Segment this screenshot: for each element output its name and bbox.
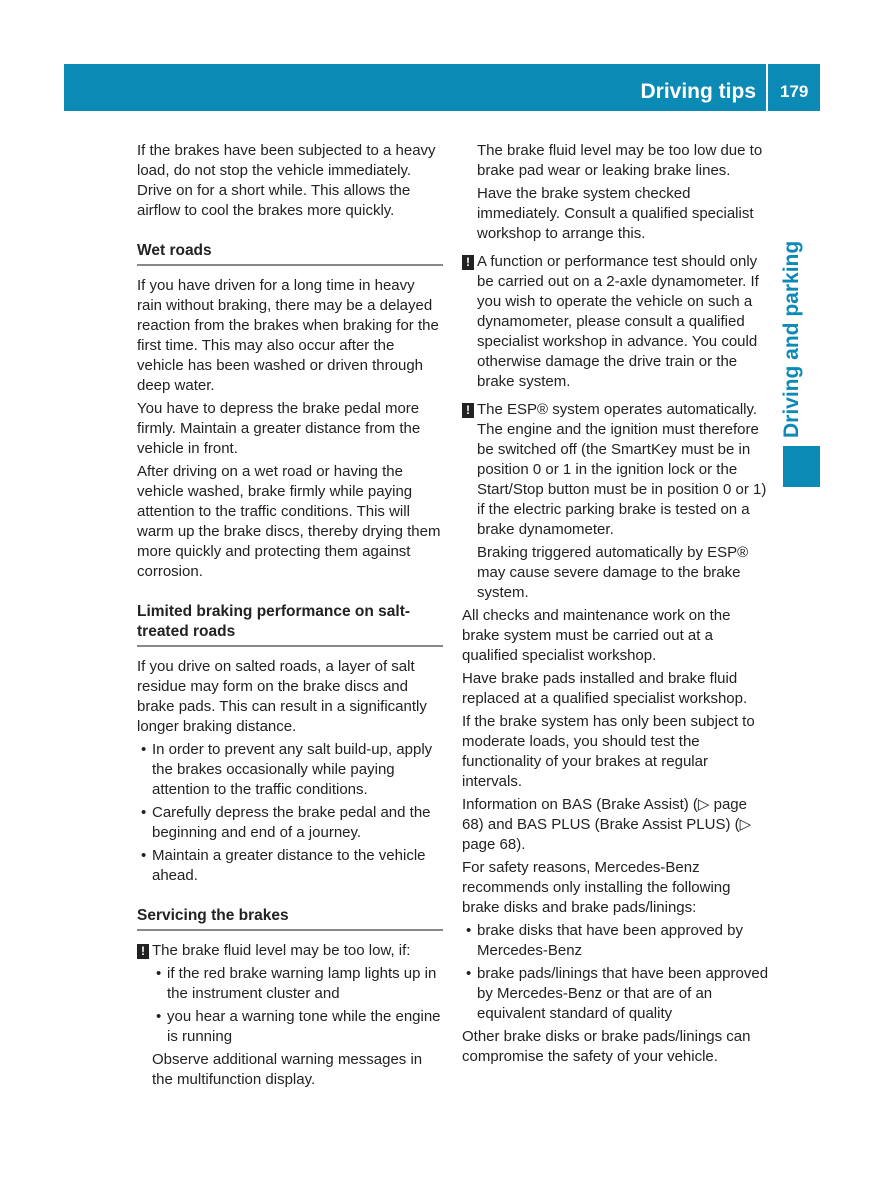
paragraph: The brake fluid level may be too low due to brake pad wear or leaking brake lines. bbox=[477, 142, 763, 179]
paragraph: Braking triggered automatically by ESP® may cause severe damage to the brake system. bbox=[477, 544, 749, 601]
page-number: 179 bbox=[780, 82, 809, 101]
heading-salt-roads: Limited braking performance on salt-treated roads bbox=[137, 602, 443, 647]
warning-icon: ! bbox=[137, 944, 149, 959]
left-column bbox=[137, 141, 443, 1093]
list-item: • you hear a warning tone while the engine is running bbox=[152, 1007, 443, 1047]
paragraph: If you drive on salted roads, a layer of salt residue may form on the brake discs and brake pads. This can result in a significantly longer braking distance. bbox=[137, 658, 427, 735]
list-item: • In order to prevent any salt build-up, apply the brakes occasionally while paying attention to the traffic conditions. bbox=[137, 740, 443, 800]
heading-servicing: Servicing the brakes bbox=[137, 906, 443, 931]
paragraph: You have to depress the brake pedal more firmly. Maintain a greater distance from the vehicle in front. bbox=[137, 400, 421, 457]
paragraph: Other brake disks or brake pads/linings can compromise the safety of your vehicle. bbox=[462, 1028, 751, 1065]
list-item: • brake disks that have been approved by Mercedes-Benz bbox=[462, 921, 770, 961]
list-item: • Carefully depress the brake pedal and the beginning and end of a journey. bbox=[137, 803, 443, 843]
warning-text: A function or performance test should only be carried out on a 2-axle dynamometer. If you wish to operate the vehicle on such a dynamometer, please consult a qualified specialist workshop in advance. You could otherwise damage the drive train or the brake system. bbox=[477, 253, 759, 390]
page-title: Driving tips bbox=[640, 80, 756, 103]
paragraph: Have brake pads installed and brake fluid replaced at a qualified specialist workshop. bbox=[462, 670, 748, 707]
list-item: • brake pads/linings that have been approved by Mercedes-Benz or that are of an equivalent standard of quality bbox=[462, 964, 770, 1024]
warning-icon: ! bbox=[462, 255, 474, 270]
warning-icon: ! bbox=[462, 403, 474, 418]
section-tab-marker bbox=[783, 446, 820, 487]
paragraph: If you have driven for a long time in heavy rain without braking, there may be a delayed reaction from the brakes when braking for the first time. This may also occur after the vehicle has been washed or driven through deep water. bbox=[137, 277, 439, 394]
warning-note bbox=[137, 941, 443, 961]
warning-note bbox=[462, 252, 770, 392]
paragraph: All checks and maintenance work on the brake system must be carried out at a qualified specialist workshop. bbox=[462, 607, 731, 664]
warning-text: The ESP® system operates automatically. The engine and the ignition must therefore be switched off (the SmartKey must be in position 0 or 1 in the ignition lock or the Start/Stop button must be in position 0 or 1) if the electric parking brake is tested on a brake dynamometer. bbox=[477, 401, 767, 538]
paragraph: After driving on a wet road or having the vehicle washed, brake firmly while paying attention to the traffic conditions. This will warm up the brake discs, thereby drying them more quickly and protecting them against corrosion. bbox=[137, 463, 441, 580]
warning-note bbox=[462, 400, 770, 540]
heading-wet-roads: Wet roads bbox=[137, 241, 443, 266]
warning-text: The brake fluid level may be too low, if: bbox=[152, 942, 411, 959]
header-bar bbox=[64, 64, 820, 111]
section-tab-label: Driving and parking bbox=[780, 240, 803, 438]
paragraph: If the brake system has only been subject to moderate loads, you should test the functionality of your brakes at regular intervals. bbox=[462, 713, 755, 790]
paragraph: If the brakes have been subjected to a heavy load, do not stop the vehicle immediately. Drive on for a short while. This allows the airflow to cool the brakes more quickly. bbox=[137, 142, 436, 219]
paragraph: Information on BAS (Brake Assist) (▷ page 68) and BAS PLUS (Brake Assist PLUS) (▷ page 68). bbox=[462, 796, 752, 853]
header-divider bbox=[766, 64, 768, 111]
paragraph: For safety reasons, Mercedes-Benz recommends only installing the following brake disks and brake pads/linings: bbox=[462, 859, 731, 916]
list-item: • Maintain a greater distance to the vehicle ahead. bbox=[137, 846, 443, 886]
list-item: • if the red brake warning lamp lights up in the instrument cluster and bbox=[152, 964, 443, 1004]
paragraph: Observe additional warning messages in the multifunction display. bbox=[152, 1051, 423, 1088]
right-column bbox=[462, 141, 770, 1070]
paragraph: Have the brake system checked immediately. Consult a qualified specialist workshop to arrange this. bbox=[477, 185, 754, 242]
